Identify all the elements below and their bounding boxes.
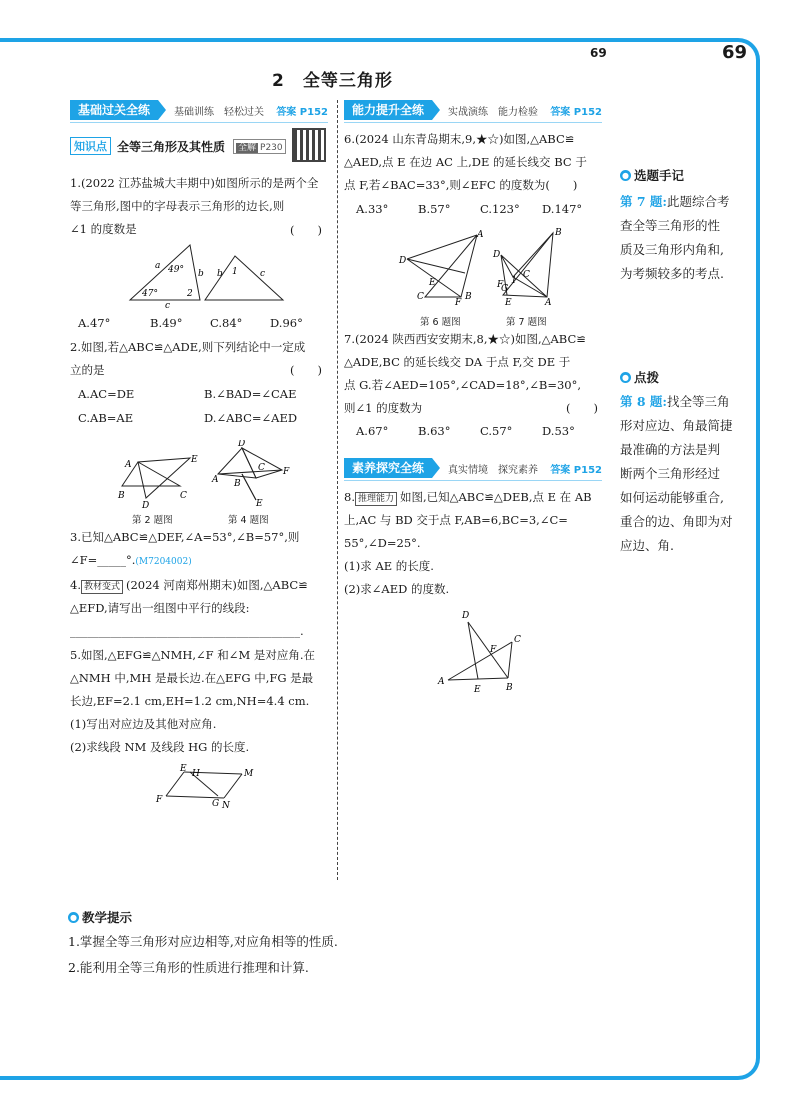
q2-caption: 第 2 题图 [132,515,173,526]
q2-options [78,382,297,430]
q1-label-b2: b [217,269,223,279]
q5-sub2: (2)求线段 NM 及线段 HG 的长度. [70,740,250,754]
q6-option-b[interactable]: B.57° [418,202,451,216]
q1-option-d[interactable]: D.96° [270,316,303,330]
q4-badge: 教材变式 [81,580,123,594]
svg-text:A: A [438,677,445,687]
q8-figure [432,606,532,696]
banner-literacy-answer: 答案 P152 [550,464,602,476]
q5-line2: △NMH 中,MH 是最长边.在△EFG 中,FG 是最 [70,671,314,685]
svg-text:E: E [256,499,263,509]
q3-line1: 3.已知△ABC≌△DEF,∠A=53°,∠B=57°,则 [70,530,300,544]
q8-line1: 如图,已知△ABC≌△DEB,点 E 在 AB [400,490,592,504]
sidebar-note2-title: 点拨 [634,370,660,385]
q6-options [356,202,582,216]
q7-option-c[interactable]: C.57° [480,424,513,438]
q1-label-c2: c [260,269,266,279]
sidebar-note1-line2: 查全等三角形的性 [620,218,721,233]
q8-line3: 55°,∠D=25°. [344,536,421,550]
banner-basic-underline [70,122,328,123]
svg-text:F: F [283,467,290,477]
column-divider [337,100,338,880]
q1-label-1: 1 [232,267,238,277]
svg-text:C: C [417,292,424,302]
sidebar-note1-body [620,190,770,286]
svg-text:H: H [192,769,200,779]
sidebar-note2-line7: 应边、角. [620,538,674,553]
q1-options [78,316,303,330]
q1-option-a[interactable]: A.47° [78,316,111,330]
q1-answer-paren: ( ) [290,223,322,237]
banner-ability-underline [344,122,602,123]
footer-heading [68,908,132,926]
q8-stem [344,486,606,601]
sidebar-note2-line4: 断两个三角形经过 [620,466,721,481]
svg-text:F: F [156,795,163,805]
svg-text:M: M [244,769,254,779]
banner-basic-tag: 基础过关全练 [70,100,158,120]
q7-option-a[interactable]: A.67° [356,424,389,438]
sidebar-note2-heading [620,368,659,386]
q2-option-c[interactable]: C.AB=AE [78,411,134,425]
q8-sub2: (2)求∠AED 的度数. [344,582,450,596]
q8-number: 8. [344,490,355,504]
q1-line2: 等三角形,图中的字母表示三角形的边长,则 [70,199,285,213]
q5-line3: 长边,EF=2.1 cm,EH=1.2 cm,NH=4.4 cm. [70,694,310,708]
sidebar-note2-line1: 找全等三角 [667,394,730,409]
banner-literacy-tag: 素养探究全练 [344,458,432,478]
q1-option-b[interactable]: B.49° [150,316,183,330]
knowledge-point-ref [233,139,286,154]
hint-icon: ● [620,372,631,383]
q1-label-2: 2 [187,289,193,299]
note-icon: ● [620,170,631,181]
banner-ability-tag: 能力提升全练 [344,100,432,120]
svg-text:E: E [429,278,436,288]
svg-text:B: B [506,683,513,693]
svg-text:F: F [497,280,504,290]
page-number-large: 69 [722,42,748,63]
svg-text:D: D [142,501,150,510]
knowledge-point-title: 全等三角形及其性质 [117,139,226,154]
banner-basic [70,100,328,120]
q4-line1: (2024 河南郑州期末)如图,△ABC≌ [126,578,308,592]
svg-text:G: G [212,799,220,809]
q5-figure [150,762,270,812]
sidebar-note1-line4: 为考频较多的考点. [620,266,724,281]
svg-text:D: D [399,256,407,266]
banner-literacy-sub2: 探究素养 [498,464,539,476]
q6-caption: 第 6 题图 [420,317,461,328]
knowledge-point-tag: 知识点 [70,137,111,155]
q8-line2: 上,AC 与 BD 交于点 F,AB=6,BC=3,∠C= [344,513,568,527]
q2-option-a[interactable]: A.AC=DE [78,387,135,401]
q7-line3: 点 G.若∠AED=105°,∠CAD=18°,∠B=30°, [344,378,582,392]
q1-line1: 1.(2022 江苏盐城大丰期中)如图所示的是两个全 [70,176,319,190]
q1-label-49: 49° [168,265,184,275]
banner-literacy [344,458,602,478]
sidebar-note2-line2: 形对应边、角最简捷 [620,418,733,433]
q4-caption: 第 4 题图 [228,515,269,526]
sidebar-note2-line6: 重合的边、角即为对 [620,514,733,529]
footer-line1: 1.掌握全等三角形对应边相等,对应角相等的性质. [68,934,338,949]
q2-q4-figures [110,440,300,510]
qr-code-icon[interactable] [292,128,326,162]
sidebar-note1-heading [620,166,684,184]
banner-basic-sub2: 轻松过关 [224,106,265,118]
svg-text:D: D [462,611,470,621]
sidebar-note1-lead: 第 7 题: [620,194,668,209]
q7-options [356,424,575,438]
q7-line1: 7.(2024 陕西西安安期末,8,★☆)如图,△ABC≌ [344,332,586,346]
q6-q7-figures [395,225,575,315]
svg-text:B: B [465,292,472,302]
q4-line2: △EFD,请写出一组图中平行的线段: [70,601,250,615]
q6-line3: 点 F,若∠BAC=33°,则∠EFC 的度数为( ) [344,178,578,192]
sidebar-note2-lead: 第 8 题: [620,394,668,409]
q7-answer-paren: ( ) [566,401,598,415]
sidebar-note2-line3: 最准确的方法是判 [620,442,721,457]
banner-literacy-underline [344,480,602,481]
svg-text:E: E [505,298,512,308]
q7-line2: △ADE,BC 的延长线交 DA 于点 F,交 DE 于 [344,355,571,369]
q2-line2: 立的是 [70,363,105,377]
q5-stem [70,644,332,759]
sidebar-note2-line5: 如何运动能够重合, [620,490,724,505]
svg-text:B: B [555,228,562,238]
q2-line1: 2.如图,若△ABC≌△ADE,则下列结论中一定成 [70,340,306,354]
q1-label-a: a [155,261,161,271]
knowledge-point [70,137,286,155]
svg-text:C: C [514,635,521,645]
q5-sub1: (1)写出对应边及其他对应角. [70,717,217,731]
q4-answer-blank[interactable]: ________________________________________. [70,624,304,638]
banner-ability-sub2: 能力检验 [498,106,539,118]
svg-text:D: D [238,440,246,449]
sidebar-note1-line1: 此题综合考 [667,194,730,209]
svg-text:F: F [490,645,497,655]
footer-line2: 2.能利用全等三角形的性质进行推理和计算. [68,960,309,975]
q6-line2: △AED,点 E 在边 AC 上,DE 的延长线交 BC 于 [344,155,587,169]
q7-option-b[interactable]: B.63° [418,424,451,438]
svg-text:A: A [125,460,132,470]
banner-ability-answer: 答案 P152 [550,106,602,118]
q1-label-c: c [165,301,171,310]
q5-line1: 5.如图,△EFG≌△NMH,∠F 和∠M 是对应角.在 [70,648,316,662]
banner-literacy-sub1: 真实情境 [448,464,489,476]
svg-text:B: B [118,491,125,501]
q1-line3: ∠1 的度数是 [70,222,137,236]
q6-option-a[interactable]: A.33° [356,202,389,216]
q1-label-b: b [198,269,204,279]
q1-label-47: 47° [142,289,158,299]
footer-title: 教学提示 [82,910,133,925]
q1-figure [120,240,320,310]
q4-stem: 4. 教材变式 (2024 河南郑州期末)如图,△ABC≌ △EFD,请写出一组图中平行的线段: ________________________________________. [70,574,332,643]
q7-option-d[interactable]: D.53° [542,424,575,438]
q1-option-c[interactable]: C.84° [210,316,243,330]
sidebar-note2-body [620,390,770,558]
q6-line1: 6.(2024 山东青岛期末,9,★☆)如图,△ABC≌ [344,132,575,146]
q6-stem [344,128,606,197]
svg-text:C: C [523,270,530,280]
banner-ability-sub1: 实战演练 [448,106,489,118]
q2-answer-paren: ( ) [290,363,322,377]
q8-badge: 推理能力 [355,492,397,506]
q6-option-d[interactable]: D.147° [542,202,583,216]
sidebar-note1-line3: 质及三角形内角和, [620,242,724,257]
q8-sub1: (1)求 AE 的长度. [344,559,434,573]
jiedu-label: 全解 [238,142,257,153]
q2-option-d[interactable]: D.∠ABC=∠AED [204,411,298,425]
svg-text:E: E [191,455,198,465]
svg-text:A: A [212,475,219,485]
svg-text:C: C [180,491,187,501]
svg-text:E: E [474,685,481,695]
svg-text:B: B [234,479,241,489]
q3-stem [70,526,332,574]
svg-text:D: D [493,250,501,260]
teaching-icon: ● [68,912,79,923]
svg-text:A: A [477,230,484,240]
q7-caption: 第 7 题图 [506,317,547,328]
svg-text:E: E [180,764,187,774]
jiedu-page: P230 [260,142,283,153]
page-number-small: 69 [590,46,607,60]
q3-line2: ∠F=_____°. [70,553,136,567]
banner-basic-answer: 答案 P152 [276,106,328,118]
banner-basic-sub1: 基础训练 [174,106,215,118]
q6-option-c[interactable]: C.123° [480,202,520,216]
q2-option-b[interactable]: B.∠BAD=∠CAE [204,387,297,401]
svg-text:G: G [501,284,509,294]
q7-line4: 则∠1 的度数为 [344,401,423,415]
svg-text:1: 1 [511,276,517,286]
svg-text:A: A [545,298,552,308]
svg-text:C: C [258,463,265,473]
svg-text:F: F [455,298,462,308]
section-title: 2 全等三角形 [272,71,393,91]
banner-ability [344,100,602,120]
q3-code: (M7204002) [135,557,192,567]
sidebar-note1-title: 选题手记 [634,168,685,183]
svg-text:N: N [222,801,230,811]
